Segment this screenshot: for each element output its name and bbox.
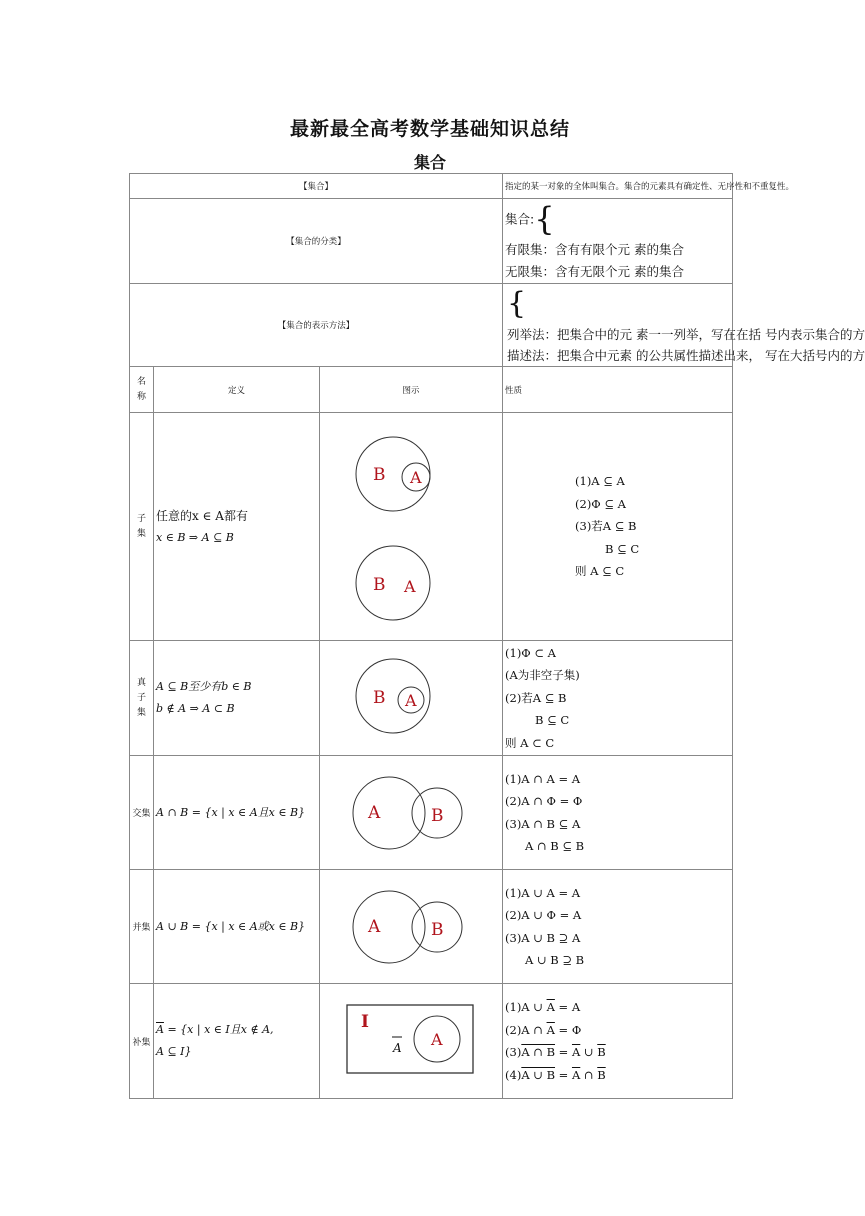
label-b: B bbox=[431, 805, 444, 826]
label-a-complement: A bbox=[393, 1041, 402, 1055]
label-b: B bbox=[373, 688, 386, 708]
subset-definition bbox=[154, 413, 320, 641]
intersection-diagram bbox=[320, 756, 503, 870]
label-set: 【集合】 bbox=[130, 174, 503, 199]
property-line: 则 A ⊂ C bbox=[505, 735, 555, 750]
label-a: A bbox=[368, 802, 381, 823]
row-set-classification bbox=[130, 199, 733, 284]
property-line: (3)A ∩ $B = \overline{A}$ ∪ $\overline{B}$ bbox=[505, 1045, 606, 1059]
proper-subset-properties bbox=[503, 641, 733, 756]
subset-def-line1: 任意的x ∈ A都有 bbox=[156, 508, 248, 523]
property-line: (3)若A ⊆ B bbox=[575, 519, 637, 534]
proper-subset-name: 真子集 bbox=[130, 641, 154, 756]
union-name: 并集 bbox=[130, 870, 154, 984]
union-diagram bbox=[320, 870, 503, 984]
row-union bbox=[130, 870, 733, 984]
property-line: (2)Φ ⊆ A bbox=[575, 496, 626, 511]
enumeration-method-text: 列举法：把集合中的元 素一一列举，写在在括 号内表示集合的方 bbox=[507, 327, 865, 342]
document-title: 最新最全高考数学基础知识总结 bbox=[289, 118, 570, 140]
intersection-properties bbox=[503, 756, 733, 870]
property-line: (2)A ∩ Φ = Φ bbox=[505, 794, 583, 808]
property-line: (2)A ∩ $\overline{A} = \Phi$ bbox=[505, 1022, 582, 1037]
complement-def-text: = {x | x ∈ I且x ∉ A, bbox=[167, 1023, 274, 1036]
property-line: (3)A ∪ B ⊇ A bbox=[505, 930, 581, 945]
label-a: A bbox=[431, 1030, 443, 1049]
union-definition: A ∪ B = {x | x ∈ A或x ∈ B} bbox=[154, 870, 320, 984]
property-line: (1)Φ ⊂ A bbox=[505, 645, 556, 660]
property-line: (1)A ⊆ A bbox=[575, 474, 625, 489]
subset-name: 子集 bbox=[130, 413, 154, 641]
subset-diagram bbox=[320, 413, 503, 641]
complement-venn-svg bbox=[341, 999, 481, 1079]
label-b: B bbox=[431, 919, 444, 940]
label-b: B bbox=[373, 464, 386, 485]
property-line: (1)A ∪ $\overline{A} = A$ bbox=[505, 1000, 581, 1014]
section-title: 集合 bbox=[413, 153, 446, 172]
label-b2: B bbox=[373, 574, 386, 595]
circle-a bbox=[353, 777, 425, 849]
description-method-text: 描述法：把集合中元素 的公共属性描述出来， 写在大括号内的方 bbox=[507, 348, 865, 363]
set-definition-text: 指定的某一对象的全体叫集合。集合的元素具有确定性、无序性和不重复性。 bbox=[503, 174, 733, 199]
row-subset bbox=[130, 413, 733, 641]
intersection-definition: A ∩ B = {x | x ∈ A且x ∈ B} bbox=[154, 756, 320, 870]
circle-a bbox=[353, 891, 425, 963]
set-theory-table bbox=[129, 173, 865, 1099]
big-circle-b bbox=[356, 659, 430, 733]
property-line: A ∪ B ⊇ B bbox=[525, 953, 585, 967]
left-brace-glyph: { bbox=[507, 286, 527, 321]
row-set-representation bbox=[130, 284, 733, 367]
header-definition: 定义 bbox=[154, 367, 320, 413]
subset-venn-svg bbox=[351, 420, 471, 630]
label-classification: 【集合的分类】 bbox=[130, 199, 503, 284]
proper-subset-definition bbox=[154, 641, 320, 756]
row-proper-subset bbox=[130, 641, 733, 756]
row-complement bbox=[130, 984, 733, 1099]
property-line: (4)A ∪ $B = \overline{A}$ ∩ $\overline{B}$ bbox=[505, 1067, 606, 1082]
row-intersection bbox=[130, 756, 733, 870]
header-name: 名称 bbox=[130, 367, 154, 413]
property-line: A ∩ B ⊆ B bbox=[525, 839, 585, 853]
intersection-venn-svg bbox=[351, 761, 471, 861]
label-a: A bbox=[410, 467, 422, 487]
union-venn-svg bbox=[351, 875, 471, 975]
property-line: B ⊆ C bbox=[605, 541, 640, 556]
subset-def-line2: x ∈ B ⇒ A ⊆ B bbox=[156, 530, 234, 544]
property-line: (2)若A ⊆ B bbox=[505, 690, 567, 705]
property-line: (A为非空子集) bbox=[505, 668, 580, 683]
proper-venn-svg bbox=[351, 646, 471, 746]
equal-circle bbox=[356, 546, 430, 620]
complement-diagram bbox=[320, 984, 503, 1099]
infinite-set-text: 无限集：含有无限个元 素的集合 bbox=[505, 264, 684, 279]
property-line: 则 A ⊆ C bbox=[575, 564, 625, 579]
complement-name: 补集 bbox=[130, 984, 154, 1099]
classification-prefix: 集合: bbox=[505, 211, 535, 227]
a-bar-symbol: $\overline{A}$ bbox=[156, 1023, 164, 1036]
complement-def-line1 bbox=[156, 1019, 317, 1041]
label-representation: 【集合的表示方法】 bbox=[130, 284, 503, 367]
header-property: 性质 bbox=[503, 367, 733, 413]
left-brace-glyph: { bbox=[534, 200, 555, 238]
property-line: (1)A ∪ A = A bbox=[505, 885, 581, 900]
row-header bbox=[130, 367, 733, 413]
proper-def-line2: b ∉ A ⇒ A ⊂ B bbox=[156, 702, 235, 715]
complement-definition bbox=[154, 984, 320, 1099]
label-a: A bbox=[368, 916, 381, 937]
property-line: B ⊆ C bbox=[535, 713, 570, 728]
complement-def-line2: A ⊆ I} bbox=[156, 1045, 192, 1058]
classification-content bbox=[503, 199, 733, 284]
proper-def-line1: A ⊆ B至少有b ∈ B bbox=[156, 680, 252, 693]
label-a: A bbox=[405, 691, 417, 710]
representation-content bbox=[503, 284, 865, 367]
union-properties bbox=[503, 870, 733, 984]
finite-set-text: 有限集：含有有限个元 素的集合 bbox=[505, 242, 684, 257]
property-line: (1)A ∩ A = A bbox=[505, 771, 581, 786]
label-universe: I bbox=[361, 1012, 369, 1032]
label-a2: A bbox=[404, 576, 416, 596]
property-line: (2)A ∪ Φ = A bbox=[505, 908, 582, 922]
header-diagram: 图示 bbox=[320, 367, 503, 413]
row-set-definition bbox=[130, 174, 733, 199]
property-line: (3)A ∩ B ⊆ A bbox=[505, 816, 581, 831]
proper-subset-diagram bbox=[320, 641, 503, 756]
intersection-name: 交集 bbox=[130, 756, 154, 870]
complement-properties bbox=[503, 984, 733, 1099]
subset-properties bbox=[503, 413, 733, 641]
